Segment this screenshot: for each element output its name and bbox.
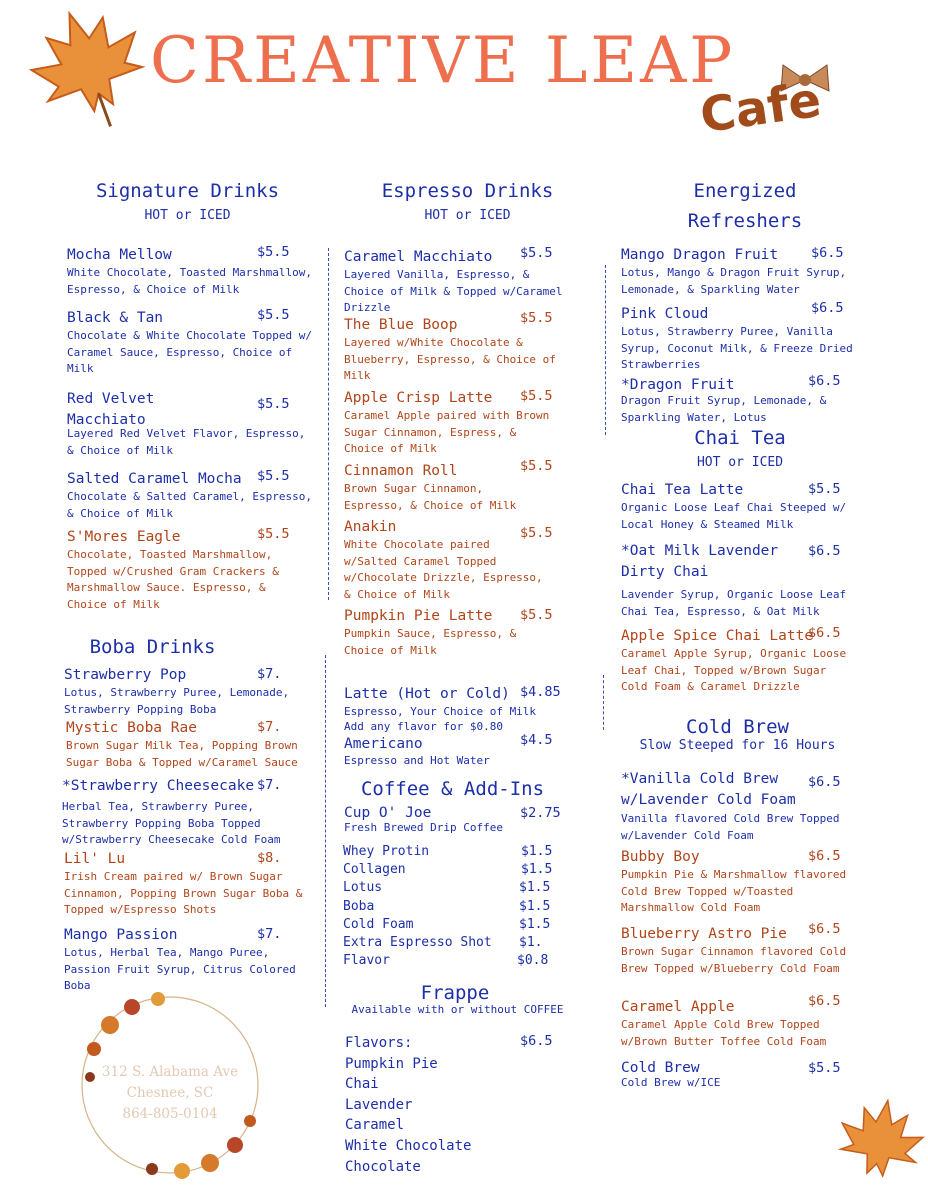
- item-name: Caramel Apple: [621, 999, 735, 1015]
- addin-name: Lotus: [343, 880, 383, 896]
- item-desc: Layered w/White Chocolate & Blueberry, Espresso, & Choice of Milk: [344, 336, 556, 382]
- addin-row: [343, 898, 553, 916]
- section-title-boba: Boba Drinks: [89, 636, 216, 658]
- addin-name: Whey Protin: [343, 844, 430, 859]
- item-desc: Brown Sugar Cinnamon, Espresso, & Choice of Milk: [344, 482, 517, 512]
- item-price: $5.5: [520, 310, 553, 326]
- flavor-item: Caramel: [345, 1117, 405, 1134]
- item-price: $5.5: [520, 607, 553, 623]
- menu-item: [344, 607, 524, 659]
- refreshers-title-line1: Energized: [693, 180, 797, 202]
- item-price: $6.5: [808, 373, 841, 389]
- item-desc: Lotus, Strawberry Puree, Vanilla Syrup, Coconut Milk, & Freeze Dried Strawberries: [621, 325, 853, 371]
- item-name: Salted Caramel Mocha: [67, 471, 242, 487]
- item-price: $6.5: [808, 774, 841, 790]
- item-name: *Strawberry Cheesecake: [62, 778, 255, 794]
- item-price: $5.5: [520, 388, 553, 404]
- item-desc: Vanilla flavored Cold Brew Topped w/Lavender Cold Foam: [621, 812, 840, 842]
- item-desc: Espresso and Hot Water: [344, 754, 490, 767]
- section-sub-espresso: HOT or ICED: [424, 208, 511, 223]
- item-price: $8.: [257, 850, 282, 866]
- addin-price: $1.5: [519, 880, 551, 896]
- item-price: $5.5: [257, 526, 290, 542]
- item-price: $6.5: [808, 993, 841, 1009]
- addin-price: $1.5: [519, 916, 551, 932]
- item-price: $6.5: [520, 1033, 553, 1049]
- item-price: $6.5: [808, 921, 841, 937]
- flavor-item: Chocolate: [345, 1158, 421, 1175]
- addin-price: $1.5: [519, 898, 551, 914]
- refreshers-title-line2: Refreshers: [687, 210, 803, 232]
- item-price: $5.5: [257, 244, 290, 260]
- item-name: Anakin: [344, 519, 397, 535]
- flavor-item: Lavender: [345, 1096, 413, 1113]
- menu-item: [344, 735, 544, 767]
- item-price: $7.: [257, 666, 282, 682]
- addin-row: [343, 916, 553, 934]
- item-desc: White Chocolate, Toasted Marshmallow, Espresso, & Choice of Milk: [67, 266, 313, 296]
- item-name: Pumpkin Pie Latte: [344, 608, 493, 624]
- addin-name: Cold Foam: [343, 916, 414, 932]
- menu-item: [66, 719, 321, 771]
- item-price: $5.5: [257, 468, 290, 484]
- item-price: $7.: [257, 719, 282, 735]
- item-desc: Lavender Syrup, Organic Loose Leaf Chai Tea, Espresso, & Oat Milk: [621, 588, 847, 618]
- item-desc: Irish Cream paired w/ Brown Sugar Cinnamon, Popping Brown Sugar Boba & Topped w/Espresso Shots: [64, 870, 303, 916]
- item-price: $7.: [257, 777, 282, 793]
- menu-item: [344, 316, 564, 385]
- item-price: $2.75: [520, 805, 561, 821]
- addin-name: Extra Espresso Shot: [343, 935, 492, 951]
- item-price: $4.5: [520, 732, 553, 748]
- item-name: Bubby Boy: [621, 849, 700, 865]
- section-title-frappe: Frappe: [420, 982, 490, 1004]
- addin-row: [343, 843, 553, 861]
- item-name: Latte (Hot or Cold): [344, 686, 510, 702]
- item-desc: Caramel Apple paired with Brown Sugar Cinnamon, Espress, & Choice of Milk: [344, 409, 550, 455]
- item-name: Blueberry Astro Pie: [621, 926, 787, 942]
- item-name: *Oat Milk Lavender Dirty Chai: [621, 543, 779, 580]
- flavors-label: Flavors:: [345, 1035, 413, 1051]
- item-price: $6.5: [808, 848, 841, 864]
- section-sub-frappe: Available with or without COFFEE: [351, 1003, 564, 1016]
- item-desc-extra: Add any flavor for $0.80: [344, 720, 503, 733]
- item-desc: Brown Sugar Milk Tea, Popping Brown Sugar Boba & Topped w/Caramel Sauce: [66, 739, 298, 769]
- section-title-refreshers: [650, 176, 840, 236]
- item-desc: Espresso, Your Choice of Milk: [344, 705, 537, 718]
- item-price: $5.5: [257, 307, 290, 323]
- item-name: Strawberry Pop: [64, 667, 187, 683]
- address-city: Chesnee, SC: [126, 1085, 214, 1101]
- item-desc: Pumpkin Pie & Marshmallow flavored Cold Brew Topped w/Toasted Marshmallow Cold Foam: [621, 868, 847, 914]
- menu-item: [621, 377, 836, 426]
- addin-price: $1.5: [521, 844, 553, 859]
- section-title-coldbrew: Cold Brew: [686, 716, 789, 738]
- item-price: $6.5: [808, 543, 841, 559]
- item-name: Black & Tan: [67, 310, 164, 326]
- item-price: $4.85: [520, 684, 561, 700]
- address-block: [70, 1062, 270, 1125]
- section-title-chai: Chai Tea: [694, 427, 786, 449]
- menu-item: [344, 518, 549, 603]
- item-desc: Layered Vanilla, Espresso, & Choice of Milk & Topped w/Caramel Drizzle: [344, 268, 563, 314]
- item-price: $5.5: [520, 525, 553, 541]
- item-desc: Lotus, Herbal Tea, Mango Puree, Passion Fruit Syrup, Citrus Colored Boba: [64, 946, 296, 992]
- section-sub-signature: HOT or ICED: [144, 208, 231, 223]
- item-desc: Cold Brew w/ICE: [621, 1076, 721, 1089]
- item-price: $5.5: [257, 396, 290, 412]
- addin-name: Boba: [343, 898, 375, 914]
- menu-item: [344, 805, 544, 834]
- item-desc: White Chocolate paired w/Salted Caramel Topped w/Chocolate Drizzle, Espresso, & Choice of Milk: [344, 538, 543, 601]
- addin-price: $0.8: [517, 953, 549, 969]
- item-price: $6.5: [811, 245, 844, 261]
- item-desc: Pumpkin Sauce, Espresso, & Choice of Milk: [344, 627, 517, 657]
- item-desc: Lotus, Mango & Dragon Fruit Syrup, Lemonade, & Sparkling Water: [621, 266, 847, 296]
- addin-name: Flavor: [343, 953, 390, 969]
- addin-row: [343, 934, 553, 952]
- addin-row: [343, 879, 553, 897]
- item-desc: Dragon Fruit Syrup, Lemonade, & Sparkling Water, Lotus: [621, 394, 827, 424]
- column-divider: [605, 265, 606, 435]
- item-desc: Chocolate & Salted Caramel, Espresso, & Choice of Milk: [67, 490, 313, 520]
- item-desc: Organic Loose Leaf Chai Steeped w/ Local Honey & Steamed Milk: [621, 501, 847, 531]
- column-divider: [325, 655, 326, 1007]
- item-desc: Herbal Tea, Strawberry Puree, Strawberry Popping Boba Topped w/Strawberry Cheesecake Cold Foam: [62, 800, 281, 846]
- item-name: S'Mores Eagle: [67, 529, 181, 545]
- menu-item: [621, 1061, 821, 1089]
- item-name: Apple Spice Chai Latte: [621, 628, 814, 644]
- item-name: Red Velvet Macchiato: [67, 391, 155, 428]
- addin-row: [343, 952, 553, 970]
- item-name: Mystic Boba Rae: [66, 720, 197, 736]
- menu-item: [67, 389, 237, 431]
- cafe-subtitle: Cafe: [696, 71, 825, 145]
- item-desc: Lotus, Strawberry Puree, Lemonade, Strawberry Popping Boba: [64, 686, 290, 716]
- section-sub-coldbrew: Slow Steeped for 16 Hours: [639, 738, 836, 753]
- item-desc: Chocolate, Toasted Marshmallow, Topped w/Crushed Gram Crackers & Marshmallow Sauce. Espresso, & Choice of Milk: [67, 548, 279, 611]
- item-name: Lil' Lu: [64, 851, 126, 867]
- frappe-flavors: [345, 1033, 565, 1177]
- item-price: $5.5: [520, 458, 553, 474]
- item-name: Americano: [344, 736, 423, 752]
- item-price: $5.5: [520, 245, 553, 261]
- item-name: *Dragon Fruit: [621, 377, 735, 393]
- addin-price: $1.: [519, 935, 543, 951]
- item-price: $7.: [257, 926, 282, 942]
- menu-item: [62, 777, 322, 849]
- item-name: Cup O' Joe: [344, 805, 432, 821]
- item-price: $5.5: [808, 1060, 841, 1076]
- column-divider: [328, 248, 329, 600]
- item-desc: Fresh Brewed Drip Coffee: [344, 821, 503, 834]
- addin-row: [343, 861, 553, 879]
- item-desc: Chocolate & White Chocolate Topped w/ Caramel Sauce, Espresso, Choice of Milk: [67, 329, 313, 375]
- item-price: $5.5: [808, 481, 841, 497]
- column-divider: [603, 675, 604, 730]
- item-name: Mango Passion: [64, 927, 178, 943]
- section-title-coffee: Coffee & Add-Ins: [360, 778, 545, 800]
- item-name: Pink Cloud: [621, 306, 709, 322]
- item-name: Caramel Macchiato: [344, 249, 493, 265]
- item-name: Apple Crisp Latte: [344, 390, 493, 406]
- flavor-item: Pumpkin Pie: [345, 1055, 438, 1072]
- section-title-signature: Signature Drinks: [95, 180, 280, 202]
- item-name: Cold Brew: [621, 1060, 700, 1076]
- item-name: Mocha Mellow: [67, 247, 172, 263]
- maple-leaf-icon: [835, 1095, 925, 1195]
- addin-price: $1.5: [521, 862, 553, 878]
- section-title-espresso: Espresso Drinks: [381, 180, 554, 202]
- item-name: The Blue Boop: [344, 317, 458, 333]
- maple-leaf-icon: [10, 0, 160, 140]
- address-street: 312 S. Alabama Ave: [101, 1064, 239, 1080]
- item-name: Mango Dragon Fruit: [621, 247, 779, 263]
- address-phone: 864-805-0104: [122, 1106, 218, 1122]
- addin-name: Collagen: [343, 862, 406, 878]
- item-price: $6.5: [808, 625, 841, 641]
- item-name: Chai Tea Latte: [621, 482, 744, 498]
- item-desc: Brown Sugar Cinnamon flavored Cold Brew Topped w/Blueberry Cold Foam: [621, 945, 847, 975]
- addin-list: [343, 843, 553, 970]
- cafe-title: CREATIVE LEAP: [150, 24, 736, 98]
- item-name: Cinnamon Roll: [344, 463, 458, 479]
- item-desc: Layered Red Velvet Flavor, Espresso, & Choice of Milk: [67, 427, 306, 457]
- item-name: *Vanilla Cold Brew w/Lavender Cold Foam: [621, 771, 796, 808]
- flavor-item: White Chocolate: [345, 1137, 472, 1154]
- item-price: $6.5: [811, 300, 844, 316]
- section-sub-chai: HOT or ICED: [696, 455, 784, 470]
- menu-item: [344, 462, 544, 514]
- item-desc: Caramel Apple Cold Brew Topped w/Brown Butter Toffee Cold Foam: [621, 1018, 827, 1048]
- item-desc: Caramel Apple Syrup, Organic Loose Leaf Chai, Topped w/Brown Sugar Cold Foam & Caramel Drizzle: [621, 647, 847, 693]
- flavor-item: Chai: [345, 1076, 379, 1093]
